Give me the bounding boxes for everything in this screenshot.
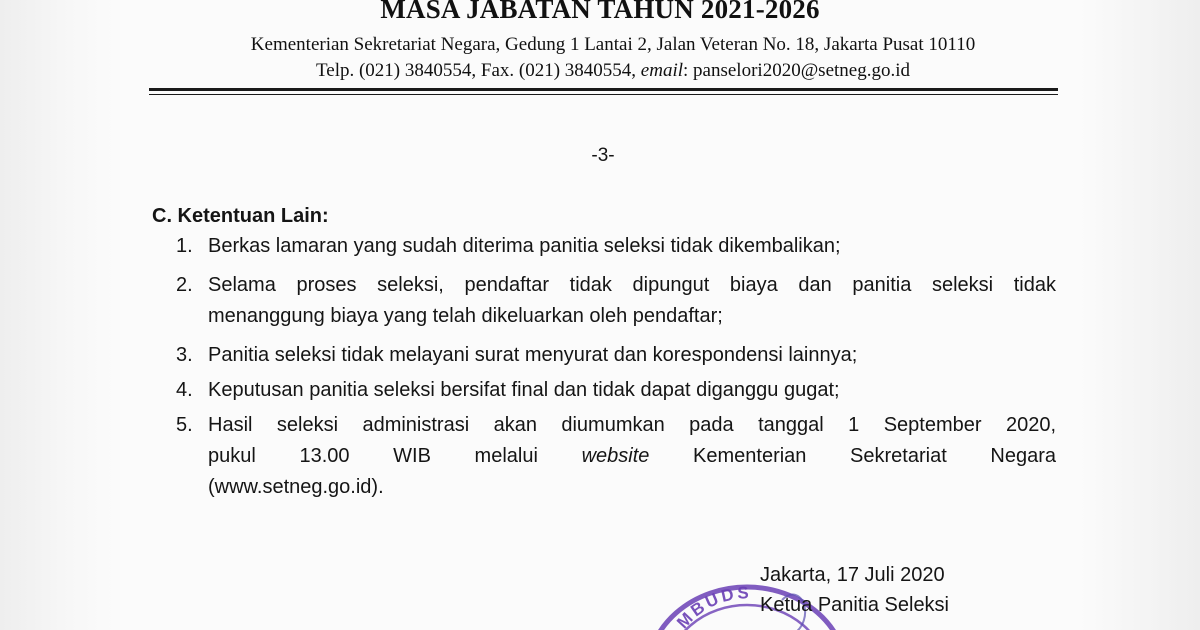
letterhead-contact: [148, 60, 1078, 82]
item-text-segment: Kementerian Sekretariat Negara: [649, 445, 1056, 467]
list-item: [176, 340, 1056, 371]
contact-email: : panselori2020@setneg.go.id: [683, 60, 911, 81]
item-text: Panitia seleksi tidak melayani surat menyurat dan korespondensi lainnya;: [208, 344, 858, 366]
item-number: 1.: [176, 235, 193, 257]
contact-prefix: Telp. (021) 3840554, Fax. (021) 3840554,: [315, 60, 641, 81]
item-number: 2.: [176, 274, 193, 296]
signer-title: Ketua Panitia Seleksi: [760, 594, 950, 616]
item-text-line: [208, 441, 1056, 472]
list-item: [176, 410, 1056, 503]
item-text-line: Selama proses seleksi, pendaftar tidak dipungut biaya dan panitia seleksi tidak: [208, 274, 1056, 296]
list-item: [176, 375, 1056, 406]
item-text-italic: website: [581, 445, 650, 467]
item-text: [208, 270, 1056, 332]
page-number: -3-: [591, 145, 615, 166]
item-number: 3.: [176, 344, 193, 366]
signature-place-date: Jakarta, 17 Juli 2020: [760, 564, 945, 586]
letterhead-address: Kementerian Sekretariat Negara, Gedung 1 Lantai 2, Jalan Veteran No. 18, Jakarta Pusat 10110: [250, 34, 976, 55]
item-text-line: (www.setneg.go.id).: [208, 476, 384, 498]
contact-email-label: email: [640, 60, 684, 81]
list-item: [176, 270, 1056, 332]
letterhead-title: MASA JABATAN TAHUN 2021-2026: [380, 0, 820, 24]
list-item: [176, 231, 1056, 262]
section-heading: C. Ketentuan Lain:: [152, 205, 329, 227]
blurred-left-margin: [0, 0, 115, 630]
blurred-right-margin: [1080, 0, 1200, 630]
stamp-text: MBUDS: [673, 583, 753, 630]
item-text-line: Hasil seleksi administrasi akan diumumkan pada tanggal 1 September 2020,: [208, 414, 1056, 436]
item-text-segment: pukul 13.00 WIB melalui: [208, 445, 582, 467]
item-number: 5.: [176, 414, 193, 436]
item-number: 4.: [176, 379, 193, 401]
letterhead-rule-thin: [149, 94, 1058, 95]
provisions-list: [176, 231, 1056, 511]
item-text: [208, 410, 1056, 503]
item-text: Berkas lamaran yang sudah diterima panitia seleksi tidak dikembalikan;: [208, 235, 841, 257]
letterhead-rule-thick: [149, 88, 1058, 91]
item-text-line: menanggung biaya yang telah dikeluarkan oleh pendaftar;: [208, 305, 723, 327]
item-text: Keputusan panitia seleksi bersifat final dan tidak dapat diganggu gugat;: [208, 379, 840, 401]
